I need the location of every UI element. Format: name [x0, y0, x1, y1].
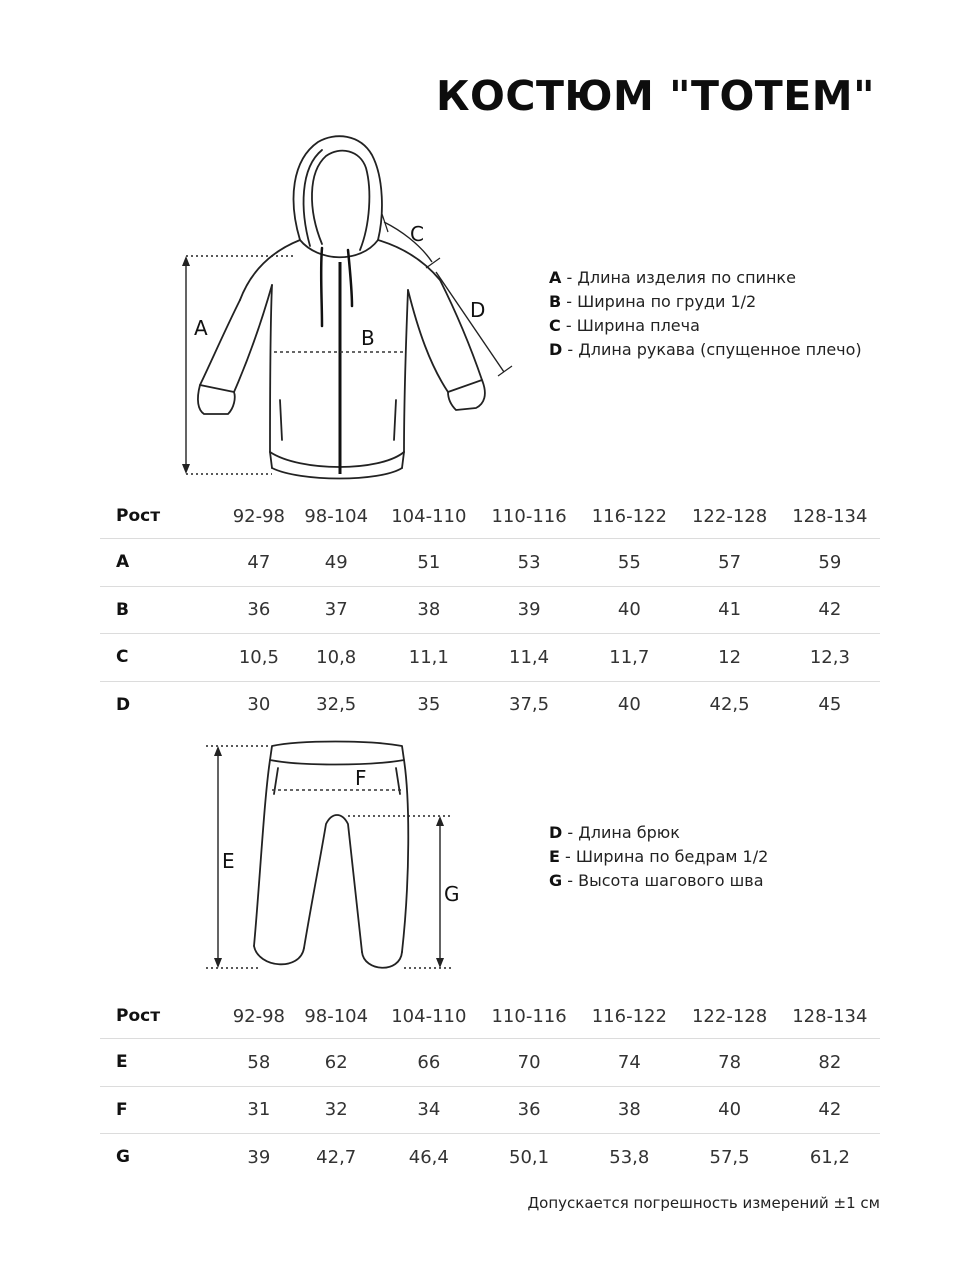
table-row: G 39 42,7 46,4 50,1 53,8 57,5 61,2 [100, 1134, 880, 1181]
legend-item: G - Высота шагового шва [549, 871, 764, 890]
marker-a: A [194, 316, 208, 340]
legend-item: E - Ширина по бедрам 1/2 [549, 847, 769, 866]
marker-g: G [444, 882, 460, 906]
page-title: КОСТЮМ "ТОТЕМ" [436, 72, 875, 120]
measurement-tolerance-note: Допускается погрешность измерений ±1 см [527, 1194, 880, 1212]
table-row: D 30 32,5 35 37,5 40 42,5 45 [100, 681, 880, 728]
marker-c: C [410, 222, 424, 246]
table-row: E 58 62 66 70 74 78 82 [100, 1039, 880, 1087]
marker-d: D [470, 298, 486, 322]
pants-legend [549, 821, 768, 893]
legend-item: B - Ширина по груди 1/2 [549, 292, 757, 311]
table-row: F 31 32 34 36 38 40 42 [100, 1086, 880, 1134]
jacket-legend [549, 266, 862, 362]
marker-e: E [222, 849, 235, 873]
table-header-row: Рост 92-98 98-104 104-110 110-116 116-122 122-128 128-134 [116, 505, 868, 527]
pants-size-table [100, 994, 880, 1181]
legend-item: D - Длина рукава (спущенное плечо) [549, 340, 862, 359]
legend-item: A - Длина изделия по спинке [549, 268, 796, 287]
table-header-row: Рост 92-98 98-104 104-110 110-116 116-122 122-128 128-134 [116, 1005, 868, 1027]
marker-b: B [361, 326, 375, 350]
legend-item: C - Ширина плеча [549, 316, 700, 335]
pants-diagram [200, 736, 470, 980]
jacket-size-table [100, 494, 880, 728]
table-row: A 47 49 51 53 55 57 59 [100, 539, 880, 587]
legend-item: D - Длина брюк [549, 823, 680, 842]
table-row: C 10,5 10,8 11,1 11,4 11,7 12 12,3 [100, 634, 880, 682]
table-row: B 36 37 38 39 40 41 42 [100, 586, 880, 634]
marker-f: F [355, 766, 367, 790]
